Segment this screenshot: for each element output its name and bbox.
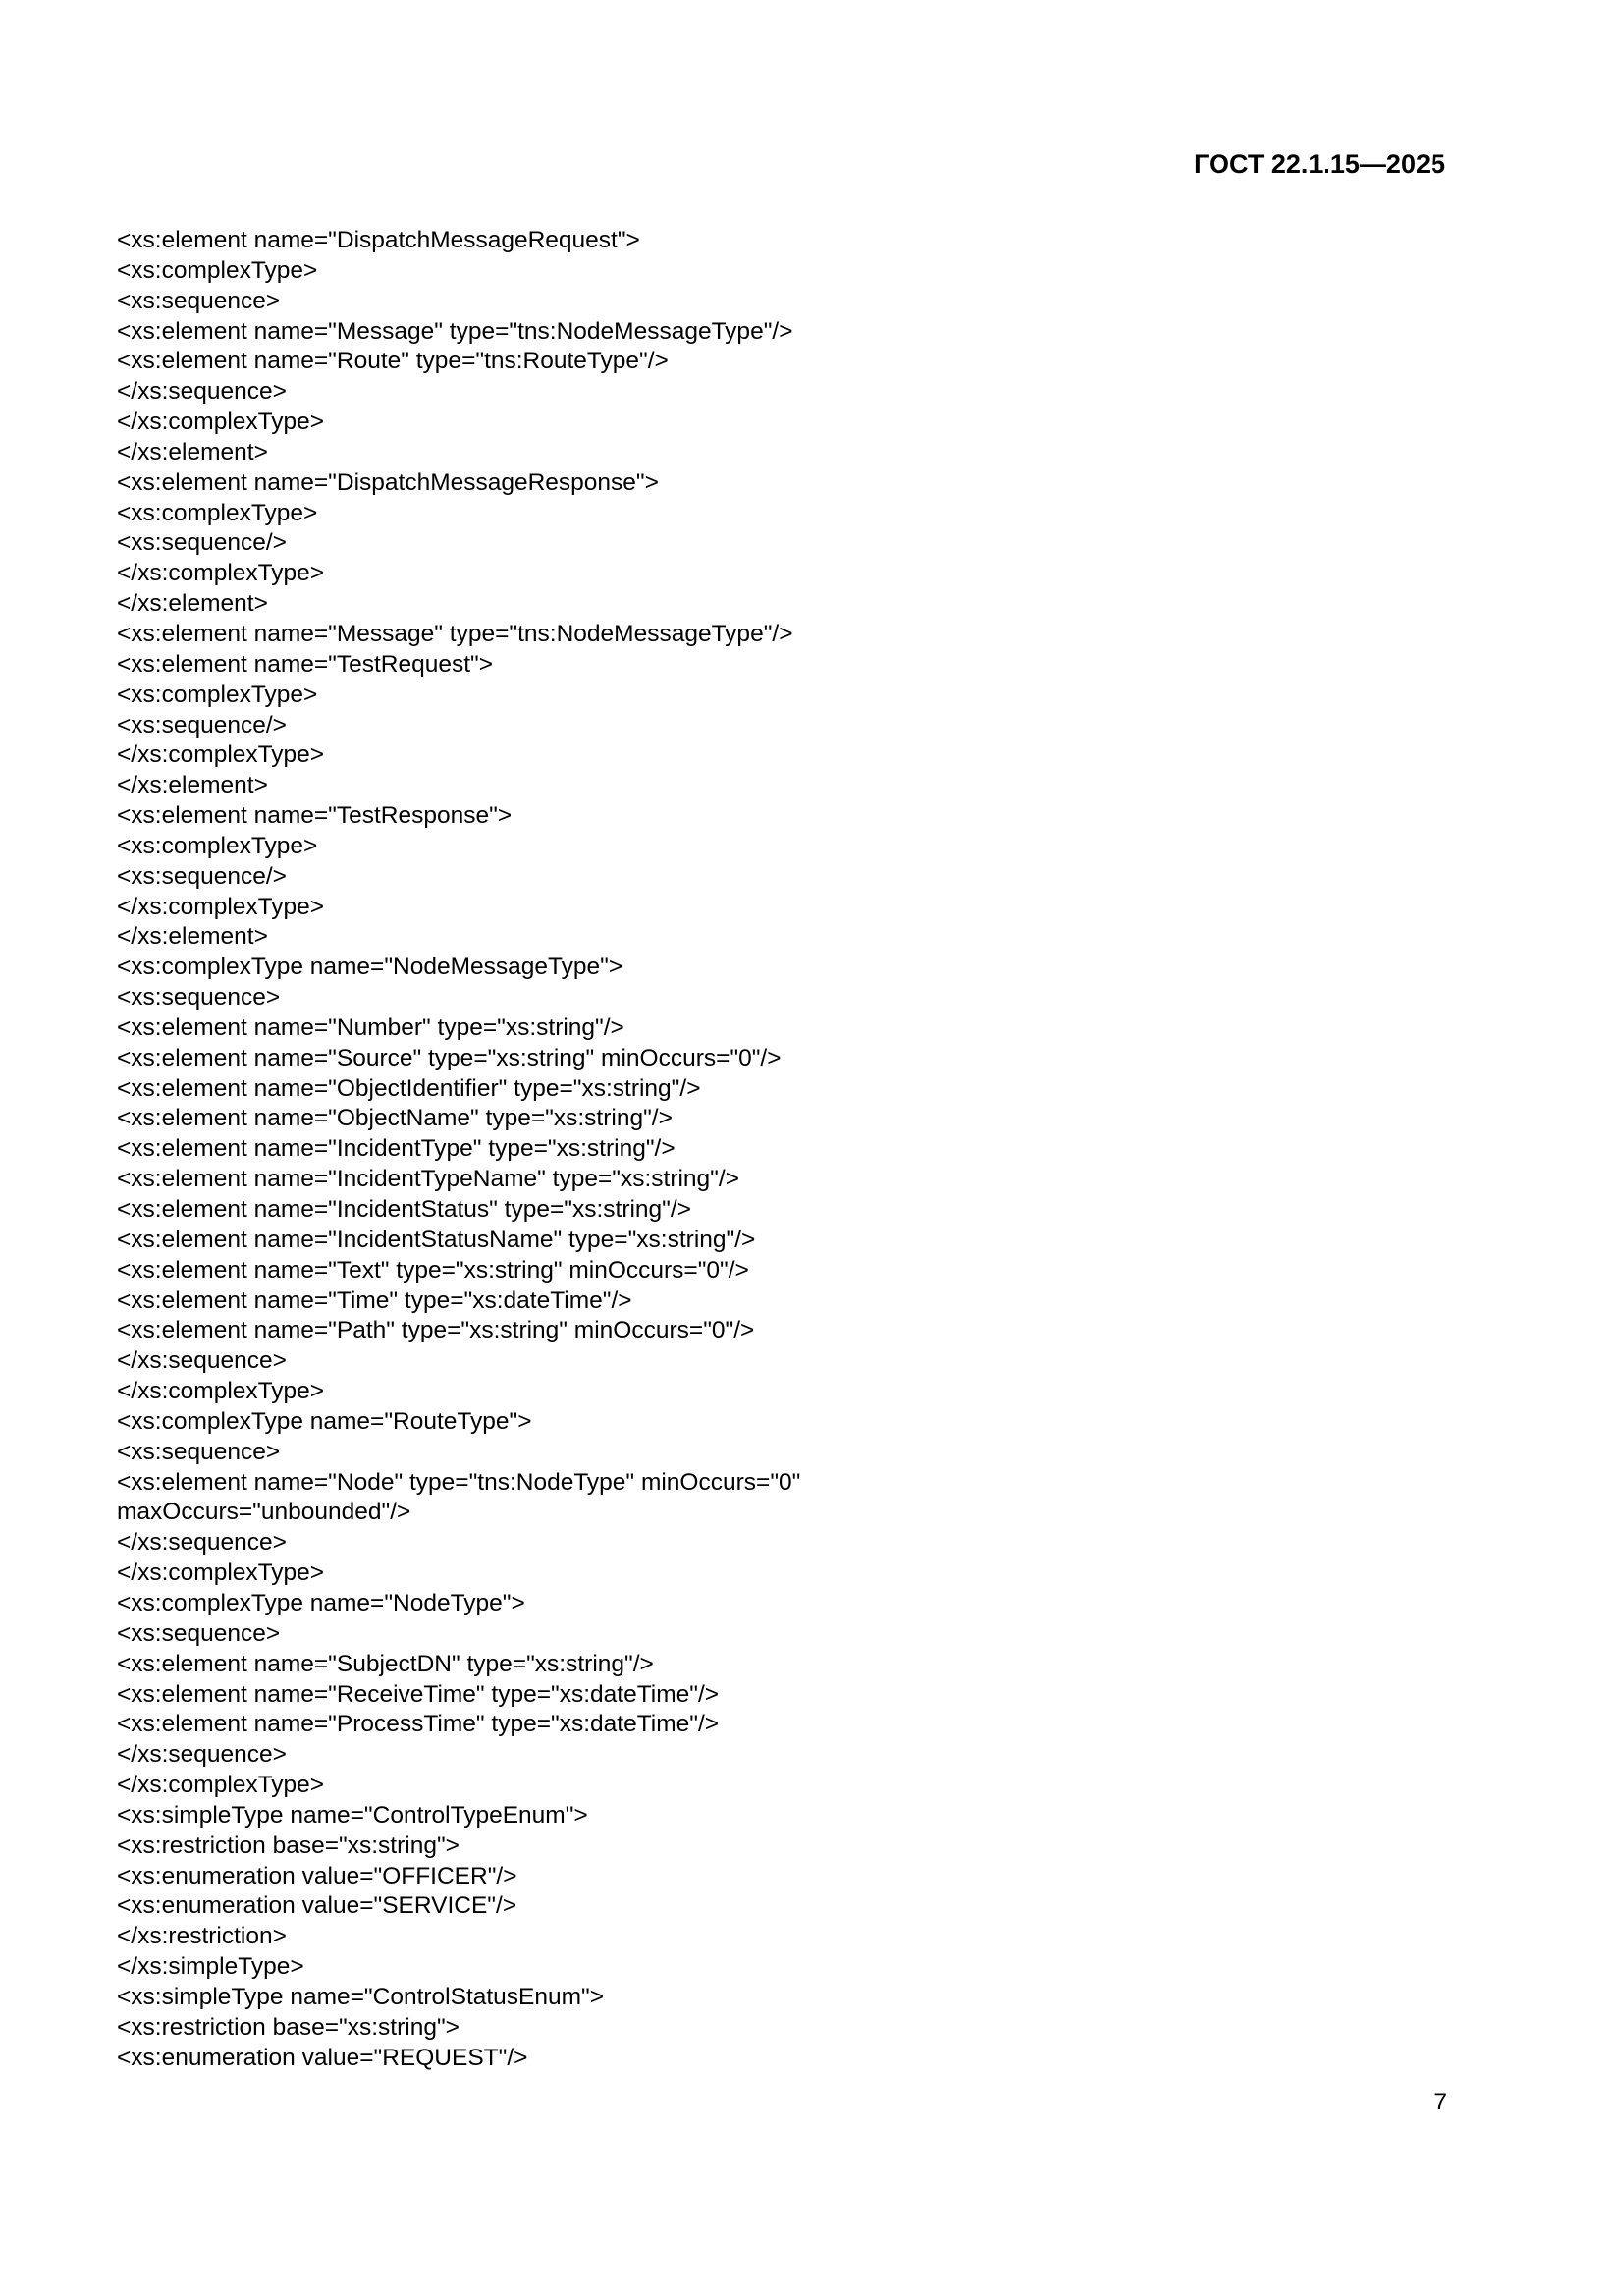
code-line: <xs:element name="ObjectIdentifier" type="xs:string"/> <box>117 1074 701 1102</box>
code-line: </xs:sequence> <box>117 1347 287 1375</box>
code-line: <xs:sequence/> <box>117 529 287 557</box>
document-header-standard-id: ГОСТ 22.1.15—2025 <box>1194 149 1445 179</box>
code-line: <xs:element name="ObjectName" type="xs:string"/> <box>117 1105 673 1132</box>
code-line: <xs:element name="DispatchMessageResponse"> <box>117 468 659 496</box>
code-line: <xs:element name="IncidentStatusName" type="xs:string"/> <box>117 1226 756 1253</box>
code-line: </xs:simpleType> <box>117 1953 304 1981</box>
code-line: <xs:complexType> <box>117 832 318 859</box>
code-line: <xs:element name="Path" type="xs:string" minOccurs="0"/> <box>117 1317 755 1344</box>
code-line: <xs:element name="ReceiveTime" type="xs:dateTime"/> <box>117 1680 720 1708</box>
code-line: <xs:element name="SubjectDN" type="xs:string"/> <box>117 1650 654 1677</box>
code-line: </xs:complexType> <box>117 741 325 769</box>
code-line: </xs:complexType> <box>117 1559 325 1587</box>
code-line: <xs:complexType name="NodeMessageType"> <box>117 954 623 981</box>
code-line: <xs:sequence/> <box>117 862 287 890</box>
code-line: maxOccurs="unbounded"/> <box>117 1499 411 1526</box>
code-line: </xs:complexType> <box>117 409 325 436</box>
code-line: <xs:element name="TestResponse"> <box>117 802 513 830</box>
code-line: <xs:element name="Node" type="tns:NodeType" minOccurs="0" <box>117 1468 801 1496</box>
code-line: <xs:element name="Route" type="tns:RouteType"/> <box>117 348 669 375</box>
code-line: <xs:element name="IncidentTypeName" type="xs:string"/> <box>117 1166 739 1193</box>
code-line: </xs:sequence> <box>117 378 287 406</box>
code-line: </xs:restriction> <box>117 1923 287 1950</box>
code-line: </xs:complexType> <box>117 1772 325 1799</box>
code-line: <xs:simpleType name="ControlTypeEnum"> <box>117 1801 588 1829</box>
code-line: <xs:restriction base="xs:string"> <box>117 2013 460 2041</box>
code-line: <xs:sequence> <box>117 1619 281 1647</box>
code-line: <xs:complexType name="NodeType"> <box>117 1589 525 1616</box>
code-line: <xs:element name="DispatchMessageRequest"> <box>117 227 640 253</box>
code-line: <xs:complexType> <box>117 499 318 526</box>
code-line: <xs:element name="IncidentStatus" type="xs:string"/> <box>117 1196 691 1223</box>
code-line: <xs:complexType> <box>117 681 318 708</box>
code-line: <xs:element name="TestRequest"> <box>117 650 494 678</box>
code-line: </xs:sequence> <box>117 1741 287 1769</box>
code-line: </xs:sequence> <box>117 1529 287 1557</box>
code-line: </xs:complexType> <box>117 1378 325 1405</box>
code-line: </xs:complexType> <box>117 560 325 587</box>
code-line: <xs:element name="Number" type="xs:string"/> <box>117 1013 624 1041</box>
code-line: <xs:enumeration value="OFFICER"/> <box>117 1862 517 1889</box>
code-line: <xs:sequence/> <box>117 711 287 738</box>
code-line: <xs:complexType name="RouteType"> <box>117 1407 532 1435</box>
code-line: <xs:element name="Message" type="tns:NodeMessageType"/> <box>117 620 793 647</box>
code-line: </xs:element> <box>117 590 268 618</box>
code-line: <xs:enumeration value="REQUEST"/> <box>117 2044 528 2071</box>
code-line: </xs:element> <box>117 438 268 465</box>
code-line: <xs:element name="Message" type="tns:NodeMessageType"/> <box>117 317 793 345</box>
code-line: <xs:sequence> <box>117 1438 281 1465</box>
code-line: <xs:element name="Source" type="xs:string" minOccurs="0"/> <box>117 1044 782 1071</box>
code-line: <xs:complexType> <box>117 256 318 284</box>
page-number: 7 <box>1434 2089 1447 2115</box>
code-line: <xs:sequence> <box>117 287 281 314</box>
code-line: <xs:element name="Time" type="xs:dateTime"/> <box>117 1286 632 1314</box>
code-line: <xs:element name="IncidentType" type="xs:string"/> <box>117 1135 676 1163</box>
code-line: <xs:element name="ProcessTime" type="xs:dateTime"/> <box>117 1711 720 1738</box>
code-line: <xs:restriction base="xs:string"> <box>117 1831 460 1859</box>
code-line: <xs:simpleType name="ControlStatusEnum"> <box>117 1983 605 2010</box>
code-line: </xs:complexType> <box>117 893 325 920</box>
code-line: </xs:element> <box>117 923 268 951</box>
code-line: </xs:element> <box>117 772 268 799</box>
xsd-code-listing <box>117 226 1442 2073</box>
code-line: <xs:element name="Text" type="xs:string" minOccurs="0"/> <box>117 1256 749 1284</box>
code-line: <xs:enumeration value="SERVICE"/> <box>117 1892 517 1920</box>
code-line: <xs:sequence> <box>117 984 281 1011</box>
